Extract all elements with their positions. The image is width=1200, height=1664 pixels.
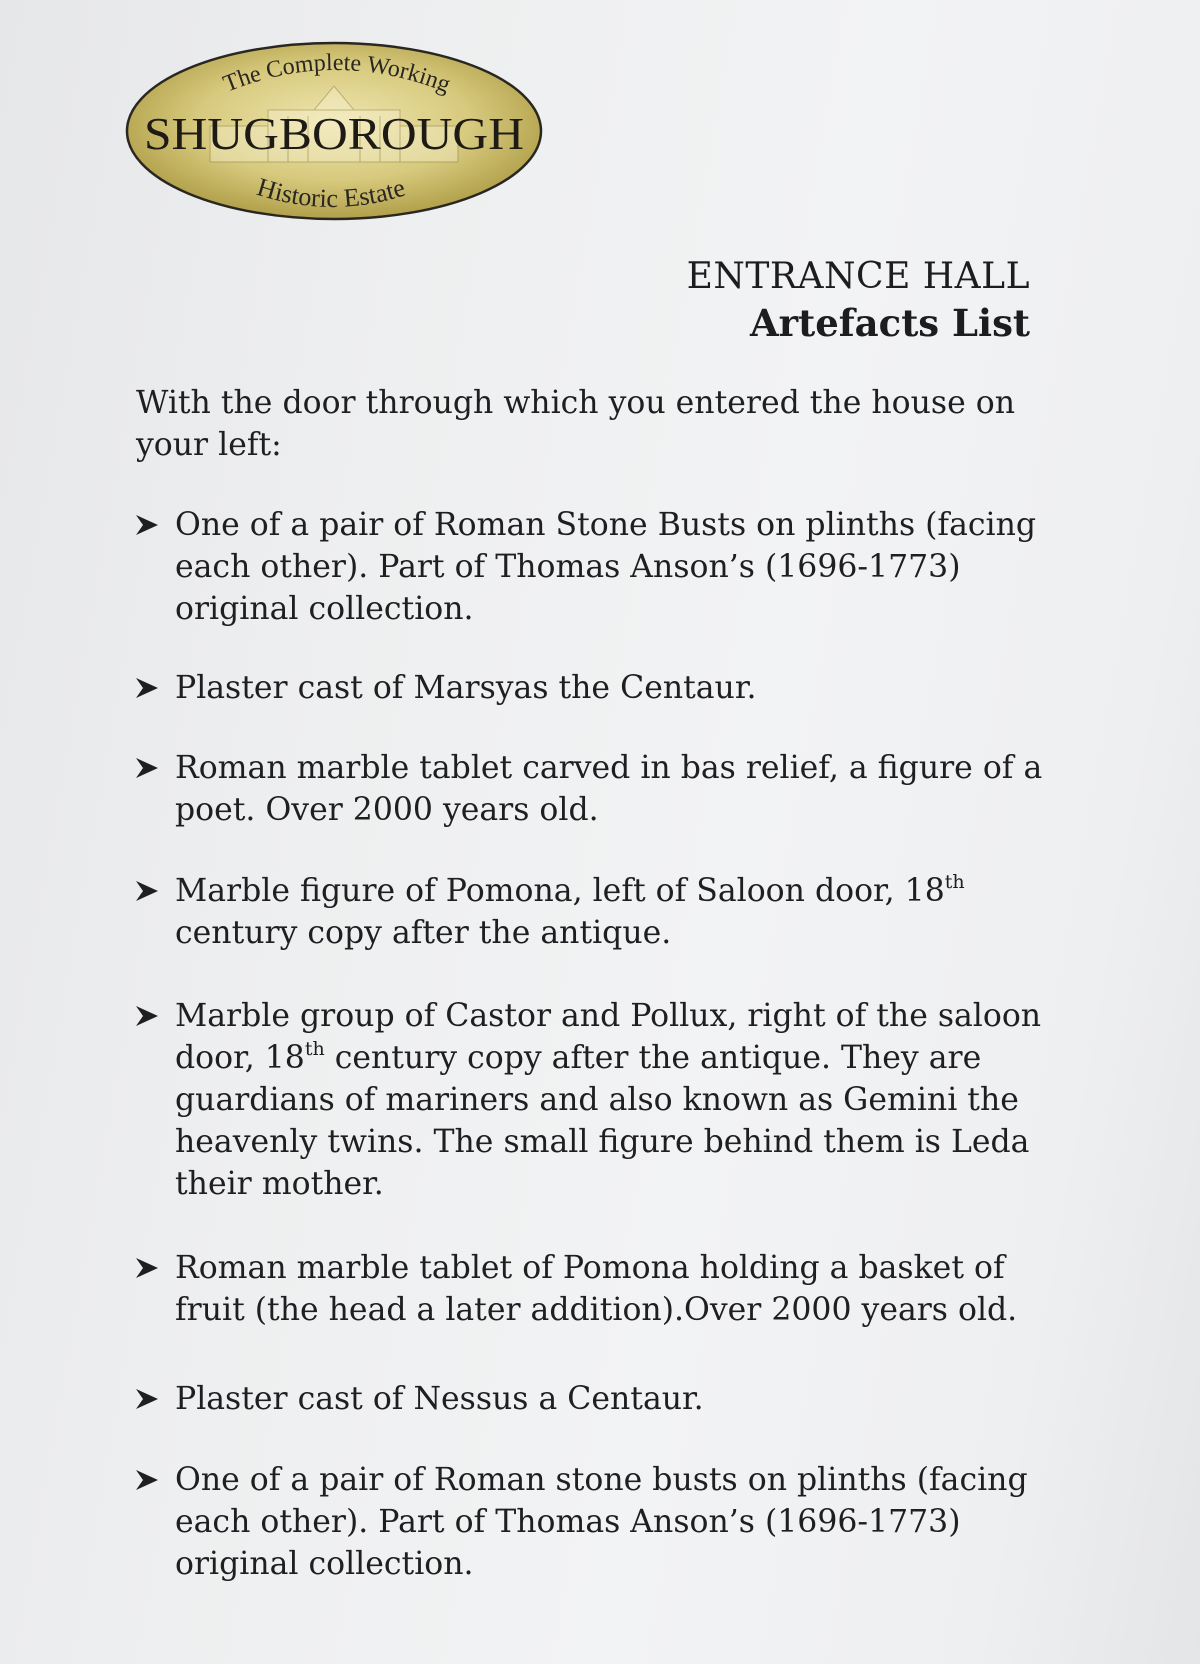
room-title: ENTRANCE HALL	[686, 256, 1030, 297]
item-text: Roman marble tablet carved in bas relief, a figure of a poet. Over 2000 years old.	[175, 750, 1043, 828]
superscript: th	[944, 871, 965, 893]
arrow-bullet-icon	[134, 674, 160, 702]
arrow-bullet-icon	[134, 511, 160, 539]
list-title: Artefacts List	[749, 301, 1030, 345]
item-text: One of a pair of Roman Stone Busts on plinths (facing each other). Part of Thomas Anson’s (1696-1773) original collection.	[175, 507, 1037, 627]
intro-text: With the door through which you entered the house on your left:	[136, 385, 1015, 463]
item-text: Roman marble tablet of Pomona holding a basket of fruit (the head a later addition).Over 2000 years old.	[175, 1250, 1018, 1328]
logo-bottom-text: Historic Estate	[253, 172, 409, 214]
item-text: Marble group of Castor and Pollux, right of the saloon door, 18th century copy after the antique. They are guardians of mariners and also known as Gemini the heavenly twins. The small figure behind them is Leda their mother.	[175, 998, 1042, 1202]
arrow-bullet-icon	[134, 877, 160, 905]
list-item	[134, 504, 1074, 630]
item-text: Plaster cast of Nessus a Centaur.	[175, 1381, 704, 1417]
list-item	[134, 1247, 1074, 1331]
heading-block	[687, 254, 1030, 346]
arrow-bullet-icon	[134, 754, 160, 782]
arrow-bullet-icon	[134, 1254, 160, 1282]
arrow-bullet-icon	[134, 1385, 160, 1413]
logo-top-text: The Complete Working	[219, 49, 454, 99]
arrow-bullet-icon	[134, 1002, 160, 1030]
shugborough-logo	[118, 36, 550, 226]
list-item	[134, 995, 1074, 1205]
item-text: Plaster cast of Marsyas the Centaur.	[175, 670, 757, 706]
list-item	[134, 747, 1074, 831]
list-item	[134, 667, 1074, 709]
arrow-bullet-icon	[134, 1466, 160, 1494]
logo-name: SHUGBOROUGH	[144, 108, 524, 159]
superscript: th	[304, 1038, 325, 1060]
list-item	[134, 1378, 1074, 1420]
item-text: One of a pair of Roman stone busts on plinths (facing each other). Part of Thomas Anson’s (1696-1773) original collection.	[175, 1462, 1028, 1582]
list-item	[134, 1459, 1074, 1585]
item-text: Marble figure of Pomona, left of Saloon door, 18th century copy after the antique.	[175, 871, 965, 951]
list-item	[134, 870, 1074, 954]
